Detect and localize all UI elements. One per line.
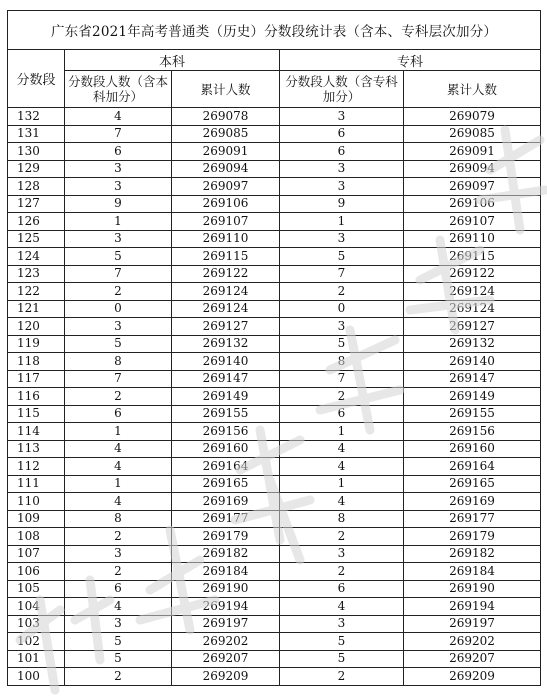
benke-cumulative-cell: 269165 (172, 475, 280, 493)
benke-count-cell: 7 (65, 125, 172, 143)
zhuanke-count-cell: 7 (280, 265, 404, 283)
score-cell: 121 (8, 300, 65, 318)
benke-cumulative-cell: 269184 (172, 563, 280, 581)
table-row (8, 650, 541, 668)
benke-cumulative-cell: 269190 (172, 580, 280, 598)
zhuanke-cumulative-cell: 269197 (404, 615, 541, 633)
benke-count-cell: 2 (65, 668, 172, 686)
score-cell: 107 (8, 545, 65, 563)
benke-count-cell: 3 (65, 230, 172, 248)
zhuanke-count-cell: 0 (280, 300, 404, 318)
score-cell: 104 (8, 598, 65, 616)
zhuanke-count-cell: 6 (280, 405, 404, 423)
benke-count-cell: 4 (65, 493, 172, 511)
benke-count-cell: 2 (65, 528, 172, 546)
table-row (8, 510, 541, 528)
zhuanke-count-cell: 1 (280, 213, 404, 231)
table-title: 广东省2021年高考普通类（历史）分数段统计表（含本、专科层次加分） (8, 11, 541, 50)
benke-cumulative-cell: 269194 (172, 598, 280, 616)
table-row (8, 160, 541, 178)
zhuanke-cumulative-cell: 269115 (404, 248, 541, 266)
table-row (8, 423, 541, 441)
table-row (8, 563, 541, 581)
benke-cumulative-cell: 269107 (172, 213, 280, 231)
score-cell: 132 (8, 108, 65, 126)
zhuanke-count-cell: 2 (280, 563, 404, 581)
zhuanke-count-cell: 6 (280, 143, 404, 161)
benke-count-cell: 2 (65, 388, 172, 406)
table-row (8, 528, 541, 546)
benke-cumulative-cell: 269149 (172, 388, 280, 406)
zhuanke-count-cell: 3 (280, 108, 404, 126)
zhuanke-count-cell: 3 (280, 230, 404, 248)
score-cell: 130 (8, 143, 65, 161)
zhuanke-cumulative-cell: 269140 (404, 353, 541, 371)
score-cell: 119 (8, 335, 65, 353)
score-cell: 124 (8, 248, 65, 266)
score-cell: 112 (8, 458, 65, 476)
table-row (8, 580, 541, 598)
score-cell: 114 (8, 423, 65, 441)
zhuanke-cumulative-cell: 269194 (404, 598, 541, 616)
benke-count-cell: 5 (65, 633, 172, 651)
score-cell: 103 (8, 615, 65, 633)
benke-cumulative-cell: 269140 (172, 353, 280, 371)
zhuanke-count-cell: 1 (280, 423, 404, 441)
zhuanke-count-cell: 5 (280, 335, 404, 353)
score-cell: 115 (8, 405, 65, 423)
table-row (8, 265, 541, 283)
table-row (8, 615, 541, 633)
zhuanke-cumulative-cell: 269132 (404, 335, 541, 353)
benke-count-cell: 4 (65, 108, 172, 126)
header-zhuanke-cumulative: 累计人数 (404, 71, 541, 108)
benke-count-cell: 1 (65, 423, 172, 441)
table-row (8, 545, 541, 563)
zhuanke-cumulative-cell: 269184 (404, 563, 541, 581)
score-cell: 106 (8, 563, 65, 581)
zhuanke-count-cell: 1 (280, 475, 404, 493)
score-cell: 116 (8, 388, 65, 406)
benke-count-cell: 7 (65, 265, 172, 283)
zhuanke-cumulative-cell: 269149 (404, 388, 541, 406)
zhuanke-cumulative-cell: 269094 (404, 160, 541, 178)
score-cell: 125 (8, 230, 65, 248)
table-row (8, 230, 541, 248)
benke-count-cell: 6 (65, 580, 172, 598)
zhuanke-count-cell: 8 (280, 510, 404, 528)
score-cell: 118 (8, 353, 65, 371)
zhuanke-count-cell: 4 (280, 598, 404, 616)
benke-count-cell: 3 (65, 318, 172, 336)
benke-cumulative-cell: 269160 (172, 440, 280, 458)
table-row (8, 300, 541, 318)
zhuanke-count-cell: 6 (280, 580, 404, 598)
zhuanke-cumulative-cell: 269124 (404, 300, 541, 318)
zhuanke-count-cell: 3 (280, 178, 404, 196)
header-score: 分数段 (8, 50, 65, 108)
benke-cumulative-cell: 269091 (172, 143, 280, 161)
zhuanke-cumulative-cell: 269156 (404, 423, 541, 441)
header-zhuanke: 专科 (280, 50, 541, 71)
table-row (8, 283, 541, 301)
benke-cumulative-cell: 269156 (172, 423, 280, 441)
score-cell: 127 (8, 195, 65, 213)
zhuanke-cumulative-cell: 269122 (404, 265, 541, 283)
zhuanke-cumulative-cell: 269190 (404, 580, 541, 598)
header-benke-count: 分数段人数（含本科加分） (65, 71, 172, 108)
benke-count-cell: 8 (65, 510, 172, 528)
benke-count-cell: 5 (65, 248, 172, 266)
benke-cumulative-cell: 269078 (172, 108, 280, 126)
table-row (8, 370, 541, 388)
benke-cumulative-cell: 269097 (172, 178, 280, 196)
zhuanke-cumulative-cell: 269097 (404, 178, 541, 196)
benke-cumulative-cell: 269110 (172, 230, 280, 248)
score-cell: 105 (8, 580, 65, 598)
benke-cumulative-cell: 269122 (172, 265, 280, 283)
table-row (8, 405, 541, 423)
zhuanke-cumulative-cell: 269155 (404, 405, 541, 423)
benke-cumulative-cell: 269124 (172, 283, 280, 301)
zhuanke-cumulative-cell: 269107 (404, 213, 541, 231)
zhuanke-cumulative-cell: 269127 (404, 318, 541, 336)
zhuanke-cumulative-cell: 269079 (404, 108, 541, 126)
table-body (8, 108, 541, 686)
zhuanke-count-cell: 2 (280, 388, 404, 406)
benke-cumulative-cell: 269164 (172, 458, 280, 476)
score-cell: 108 (8, 528, 65, 546)
zhuanke-count-cell: 9 (280, 195, 404, 213)
zhuanke-cumulative-cell: 269207 (404, 650, 541, 668)
zhuanke-count-cell: 4 (280, 440, 404, 458)
table-row (8, 125, 541, 143)
zhuanke-count-cell: 8 (280, 353, 404, 371)
benke-count-cell: 6 (65, 405, 172, 423)
zhuanke-count-cell: 3 (280, 545, 404, 563)
benke-count-cell: 9 (65, 195, 172, 213)
zhuanke-count-cell: 3 (280, 615, 404, 633)
table-row (8, 598, 541, 616)
zhuanke-count-cell: 2 (280, 528, 404, 546)
benke-cumulative-cell: 269209 (172, 668, 280, 686)
zhuanke-cumulative-cell: 269147 (404, 370, 541, 388)
benke-cumulative-cell: 269094 (172, 160, 280, 178)
benke-cumulative-cell: 269177 (172, 510, 280, 528)
benke-cumulative-cell: 269132 (172, 335, 280, 353)
zhuanke-cumulative-cell: 269202 (404, 633, 541, 651)
benke-count-cell: 4 (65, 458, 172, 476)
benke-count-cell: 3 (65, 545, 172, 563)
score-cell: 129 (8, 160, 65, 178)
zhuanke-count-cell: 5 (280, 248, 404, 266)
benke-cumulative-cell: 269106 (172, 195, 280, 213)
benke-count-cell: 8 (65, 353, 172, 371)
benke-cumulative-cell: 269085 (172, 125, 280, 143)
zhuanke-count-cell: 4 (280, 458, 404, 476)
score-cell: 110 (8, 493, 65, 511)
benke-cumulative-cell: 269127 (172, 318, 280, 336)
benke-count-cell: 2 (65, 283, 172, 301)
score-cell: 123 (8, 265, 65, 283)
table-row (8, 475, 541, 493)
benke-count-cell: 4 (65, 440, 172, 458)
score-cell: 126 (8, 213, 65, 231)
table-row (8, 178, 541, 196)
benke-cumulative-cell: 269115 (172, 248, 280, 266)
benke-cumulative-cell: 269147 (172, 370, 280, 388)
score-cell: 101 (8, 650, 65, 668)
benke-cumulative-cell: 269197 (172, 615, 280, 633)
benke-count-cell: 1 (65, 475, 172, 493)
benke-cumulative-cell: 269169 (172, 493, 280, 511)
benke-cumulative-cell: 269182 (172, 545, 280, 563)
zhuanke-cumulative-cell: 269085 (404, 125, 541, 143)
score-cell: 100 (8, 668, 65, 686)
table-row (8, 458, 541, 476)
header-benke: 本科 (65, 50, 280, 71)
zhuanke-cumulative-cell: 269165 (404, 475, 541, 493)
table-row (8, 633, 541, 651)
zhuanke-cumulative-cell: 269160 (404, 440, 541, 458)
zhuanke-count-cell: 3 (280, 318, 404, 336)
score-cell: 122 (8, 283, 65, 301)
benke-count-cell: 3 (65, 160, 172, 178)
score-cell: 109 (8, 510, 65, 528)
zhuanke-cumulative-cell: 269110 (404, 230, 541, 248)
score-cell: 120 (8, 318, 65, 336)
zhuanke-count-cell: 4 (280, 493, 404, 511)
benke-count-cell: 0 (65, 300, 172, 318)
table-row (8, 388, 541, 406)
header-zhuanke-count: 分数段人数（含专科加分） (280, 71, 404, 108)
benke-cumulative-cell: 269202 (172, 633, 280, 651)
score-cell: 102 (8, 633, 65, 651)
table-row (8, 335, 541, 353)
zhuanke-count-cell: 6 (280, 125, 404, 143)
benke-count-cell: 2 (65, 563, 172, 581)
benke-cumulative-cell: 269207 (172, 650, 280, 668)
score-cell: 117 (8, 370, 65, 388)
benke-cumulative-cell: 269155 (172, 405, 280, 423)
table-row (8, 493, 541, 511)
header-benke-cumulative: 累计人数 (172, 71, 280, 108)
table-row (8, 353, 541, 371)
score-cell: 113 (8, 440, 65, 458)
zhuanke-cumulative-cell: 269164 (404, 458, 541, 476)
zhuanke-cumulative-cell: 269177 (404, 510, 541, 528)
table-row (8, 213, 541, 231)
table-row (8, 108, 541, 126)
table-row (8, 248, 541, 266)
score-cell: 111 (8, 475, 65, 493)
zhuanke-cumulative-cell: 269124 (404, 283, 541, 301)
benke-count-cell: 5 (65, 650, 172, 668)
benke-count-cell: 4 (65, 598, 172, 616)
zhuanke-cumulative-cell: 269106 (404, 195, 541, 213)
table-row (8, 143, 541, 161)
zhuanke-cumulative-cell: 269179 (404, 528, 541, 546)
benke-count-cell: 5 (65, 335, 172, 353)
zhuanke-count-cell: 2 (280, 668, 404, 686)
score-cell: 131 (8, 125, 65, 143)
zhuanke-count-cell: 2 (280, 283, 404, 301)
score-distribution-table (7, 10, 541, 686)
table-row (8, 668, 541, 686)
zhuanke-count-cell: 7 (280, 370, 404, 388)
table-row (8, 195, 541, 213)
benke-count-cell: 7 (65, 370, 172, 388)
benke-count-cell: 3 (65, 615, 172, 633)
zhuanke-count-cell: 5 (280, 633, 404, 651)
benke-count-cell: 3 (65, 178, 172, 196)
zhuanke-cumulative-cell: 269182 (404, 545, 541, 563)
benke-cumulative-cell: 269179 (172, 528, 280, 546)
score-cell: 128 (8, 178, 65, 196)
zhuanke-count-cell: 3 (280, 160, 404, 178)
zhuanke-cumulative-cell: 269091 (404, 143, 541, 161)
benke-cumulative-cell: 269124 (172, 300, 280, 318)
zhuanke-count-cell: 5 (280, 650, 404, 668)
zhuanke-cumulative-cell: 269169 (404, 493, 541, 511)
benke-count-cell: 1 (65, 213, 172, 231)
table-row (8, 440, 541, 458)
benke-count-cell: 6 (65, 143, 172, 161)
zhuanke-cumulative-cell: 269209 (404, 668, 541, 686)
table-row (8, 318, 541, 336)
